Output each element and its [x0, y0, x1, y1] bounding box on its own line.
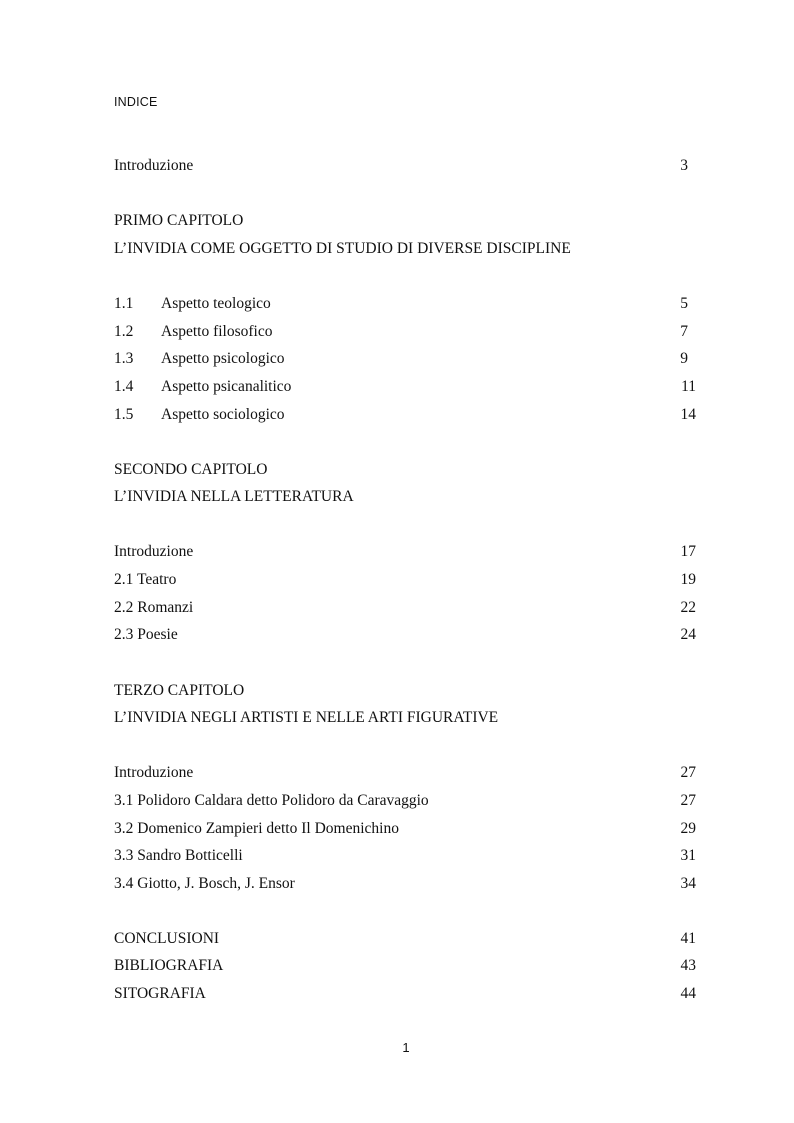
toc-entry-label: 2.3 Poesie: [114, 626, 178, 643]
toc-entry-conclusions: [114, 929, 696, 949]
toc-entry-page: 41: [680, 930, 696, 947]
toc-entry-page: 29: [680, 820, 696, 837]
toc-entry-introduction: [114, 156, 696, 176]
toc-entry-number: 1.1: [114, 295, 134, 312]
chapter-2-title: L’INVIDIA NELLA LETTERATURA: [114, 488, 354, 505]
toc-entry-sitography: [114, 984, 696, 1004]
toc-entry: [114, 322, 696, 342]
toc-entry-label: 3.3 Sandro Botticelli: [114, 847, 243, 864]
toc-entry-page: 43: [680, 957, 696, 974]
toc-entry-label: 2.1 Teatro: [114, 571, 177, 588]
toc-entry: [114, 791, 696, 811]
toc-entry-label: 2.2 Romanzi: [114, 599, 194, 616]
chapter-1-title: L’INVIDIA COME OGGETTO DI STUDIO DI DIVERSE DISCIPLINE: [114, 240, 571, 257]
toc-entry: [114, 846, 696, 866]
toc-entry-label: SITOGRAFIA: [114, 985, 206, 1002]
toc-entry-number: 1.2: [114, 323, 134, 340]
toc-entry: [114, 598, 696, 618]
toc-entry-page: 7: [680, 323, 688, 340]
toc-entry-page: 3: [680, 157, 688, 174]
toc-entry-label: Introduzione: [114, 543, 194, 560]
toc-entry-page: 14: [680, 406, 696, 423]
toc-entry-label: CONCLUSIONI: [114, 930, 220, 947]
toc-entry-label: Introduzione: [114, 764, 194, 781]
toc-entry: [114, 377, 696, 397]
toc-entry-page: 27: [680, 764, 696, 781]
chapter-3-number-title: TERZO CAPITOLO: [114, 682, 245, 699]
toc-entry: [114, 349, 696, 369]
toc-entry-bibliography: [114, 956, 696, 976]
toc-entry-label: 3.4 Giotto, J. Bosch, J. Ensor: [114, 875, 295, 892]
toc-entry-label: Aspetto psicologico: [161, 350, 285, 367]
toc-entry-page: 19: [680, 571, 696, 588]
toc-entry-label: 3.2 Domenico Zampieri detto Il Domenichino: [114, 820, 399, 837]
chapter-3-title: L’INVIDIA NEGLI ARTISTI E NELLE ARTI FIGURATIVE: [114, 709, 499, 726]
chapter-1-number-title: PRIMO CAPITOLO: [114, 212, 244, 229]
toc-entry-page: 27: [680, 792, 696, 809]
index-heading: INDICE: [114, 95, 158, 109]
toc-entry-number: 1.5: [114, 406, 134, 423]
toc-entry-page: 22: [680, 599, 696, 616]
toc-entry: [114, 405, 696, 425]
toc-entry: [114, 542, 696, 562]
toc-entry-number: 1.3: [114, 350, 134, 367]
toc-entry: [114, 819, 696, 839]
toc-entry: [114, 763, 696, 783]
toc-entry-label: Aspetto teologico: [161, 295, 271, 312]
toc-entry-number: 1.4: [114, 378, 134, 395]
toc-entry-label: 3.1 Polidoro Caldara detto Polidoro da Caravaggio: [114, 792, 429, 809]
toc-entry-label: Aspetto psicanalitico: [161, 378, 292, 395]
toc-entry-page: 5: [680, 295, 688, 312]
toc-entry-page: 31: [680, 847, 696, 864]
toc-entry: [114, 874, 696, 894]
toc-entry: [114, 294, 696, 314]
toc-entry-label: Aspetto filosofico: [161, 323, 273, 340]
toc-entry-label: BIBLIOGRAFIA: [114, 957, 224, 974]
toc-entry-page: 17: [680, 543, 696, 560]
toc-entry-page: 11: [681, 378, 696, 395]
toc-entry-page: 44: [680, 985, 696, 1002]
toc-entry-page: 34: [680, 875, 696, 892]
toc-entry-page: 24: [680, 626, 696, 643]
toc-entry: [114, 570, 696, 590]
page-number: 1: [402, 1040, 410, 1055]
toc-entry-label: Introduzione: [114, 157, 194, 174]
toc-entry-page: 9: [680, 350, 688, 367]
toc-entry-label: Aspetto sociologico: [161, 406, 285, 423]
toc-entry: [114, 625, 696, 645]
chapter-2-number-title: SECONDO CAPITOLO: [114, 461, 268, 478]
